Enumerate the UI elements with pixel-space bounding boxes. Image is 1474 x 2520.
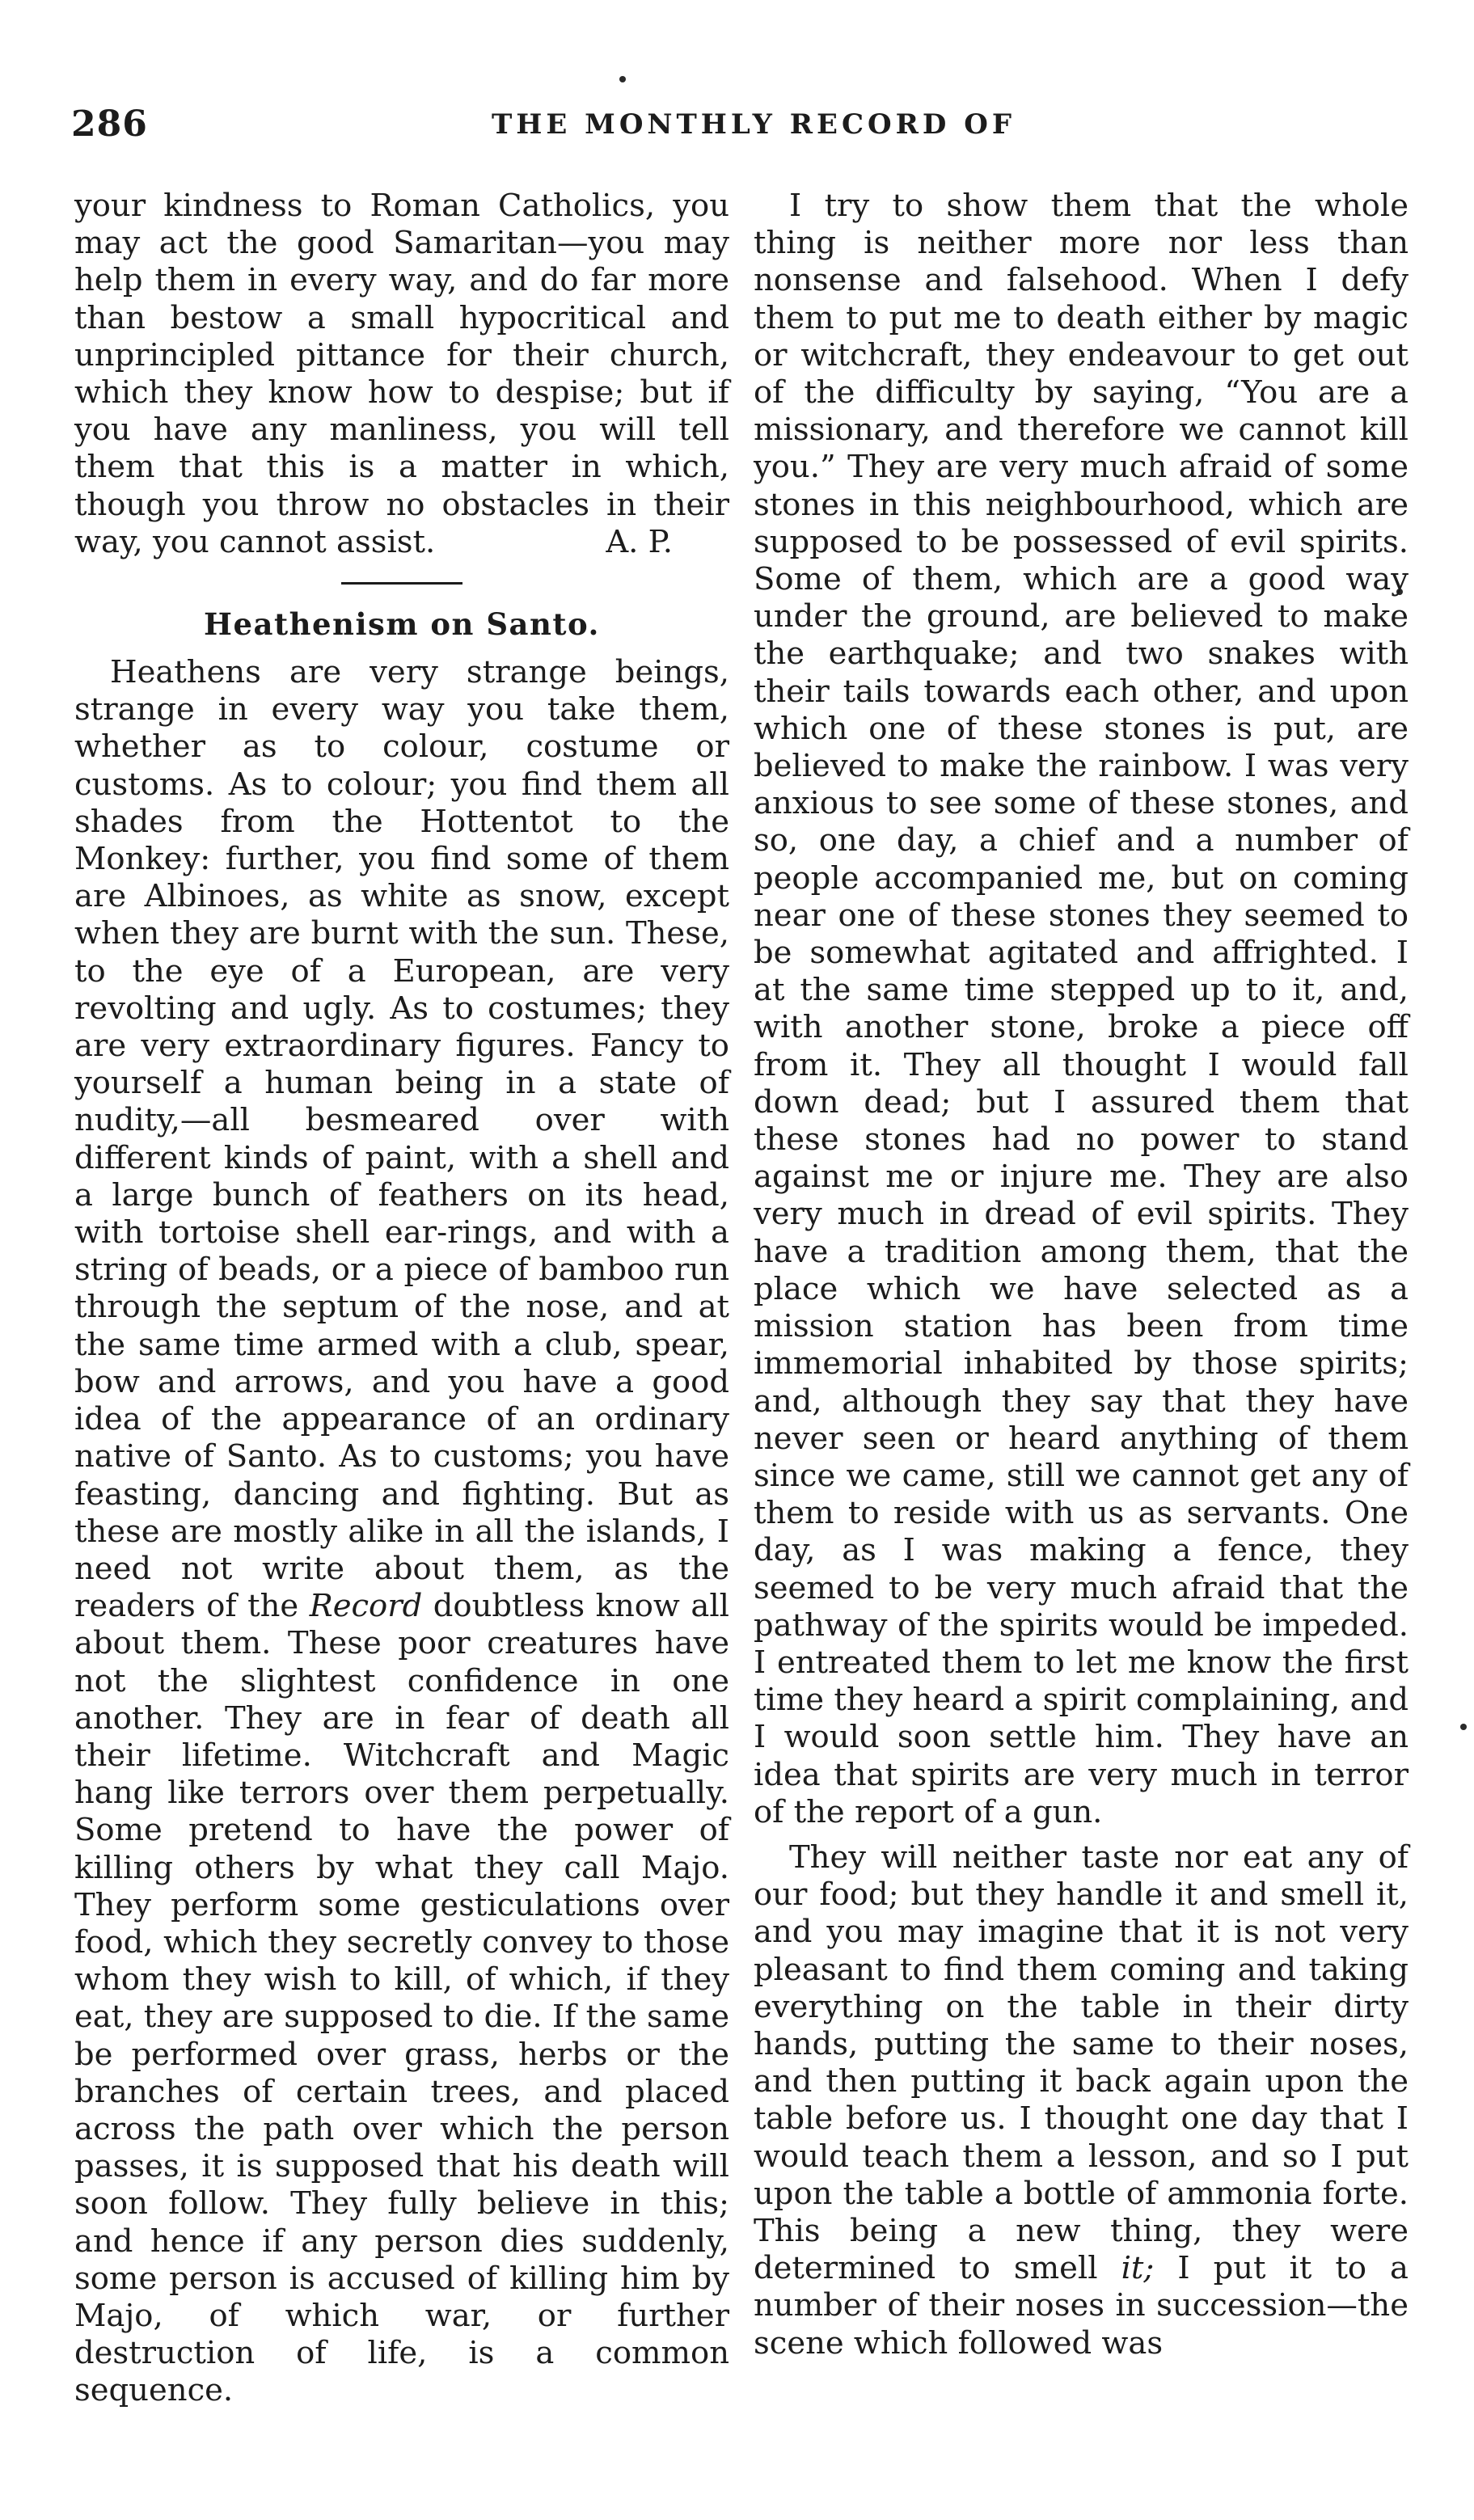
continuation-text: your kindness to Roman Catholics, you may act the good Samaritan—you may help them in every way, and do far more than bestow a small hypocritical and unprincipled pittance for their church, which they know how to despise; but if you have any manliness, you will tell them that this is a matter in which, though you throw no obstacles in their way, you cannot assist. <box>74 188 729 560</box>
heathenism-paragraph <box>74 654 729 2410</box>
section-title: Heathenism on Santo. <box>204 606 600 643</box>
it-emphasis: it; <box>1121 2250 1155 2287</box>
food-paragraph <box>754 1839 1409 2362</box>
stones-paragraph: I try to show them that the whole thing is neither more nor less than nonsense and falsehood. When I defy them to put me to death either by magic or witchcraft, they endeavour to get out of the difficulty by saying, “You are a missionary, and therefore we cannot kill you.” They are very much afraid of some stones in this neighbourhood, which are supposed to be possessed of evil spirits. Some of them, which are a good way under the ground, are believed to make the earthquake; and two snakes with their tails towards each other, and upon which one of these stones is put, are believed to make the rainbow. I was very anxious to see some of these stones, and so, one day, a chief and a number of people accompanied me, but on coming near one of these stones they seemed to be somewhat agitated and affrighted. I at the same time stepped up to it, and, with another stone, broke a piece off from it. They all thought I would fall down dead; but I assured them that these stones had no power to stand against me or injure me. They are also very much in dread of evil spirits. They have a tradition among them, that the place which we have selected as a mission station has been from time immemorial inhabited by those spirits; and, although they say that they have never seen or heard anything of them since we came, still we cannot get any of them to reside with us as servants. One day, as I was making a fence, they seemed to be very much afraid that the pathway of the spirits would be impeded. I entreated them to let me know the first time they heard a spirit complaining, and I would soon settle him. They have an idea that spirits are very much in terror of the report of a gun. <box>754 188 1409 1830</box>
food-text-end: I put it to a number of their noses in succession—the scene which followed was <box>754 2250 1409 2362</box>
print-speck <box>1460 1724 1467 1730</box>
heathenism-text: Heathens are very strange beings, strange in every way you take them, whether as to colour, costume or customs. As to colour; you find them all shades from the Hottentot to the Monkey: further, you find some of them are Albinoes, as white as snow, except when they are burnt with the sun. These, to the eye of a European, are very revolting and ugly. As to costumes; they are very extraordinary figures. Fancy to yourself a human being in a state of nudity,—all besmeared over with different kinds of paint, with a shell and a large bunch of feathers on its head, with tortoise shell ear-rings, and with a string of beads, or a piece of bamboo run through the septum of the nose, and at the same time armed with a club, spear, bow and arrows, and you have a good idea of the appearance of an ordinary native of Santo. As to customs; you have feasting, dancing and fighting. But as these are mostly alike in all the islands, I need not write about them, as the readers of the <box>74 654 729 1625</box>
page-number: 286 <box>71 103 148 145</box>
continuation-paragraph <box>74 188 729 561</box>
page-header <box>71 103 1405 152</box>
running-head: THE MONTHLY RECORD OF <box>492 108 1016 141</box>
section-divider <box>341 582 462 585</box>
author-signature: A. P. <box>606 523 673 560</box>
left-column <box>74 188 729 2410</box>
print-speck <box>619 76 626 82</box>
food-text: They will neither taste nor eat any of our food; but they handle it and smell it, and you may imagine that it is not very pleasant to find them coming and taking everything on the table in their dirty hands, putting the same to their noses, and then putting it back again upon the table before us. I thought one day that I would teach them a lesson, and so I put upon the table a bottle of ammonia forte. This being a new thing, they were determined to smell <box>754 1838 1409 2287</box>
heathenism-text-rest: doubtless know all about them. These poor creatures have not the slightest confidence in one another. They are in fear of death all their lifetime. Witchcraft and Magic hang like terrors over them perpetually. Some pretend to have the power of killing others by what they call Majo. They perform some gesticulations over food, which they secretly convey to those whom they wish to kill, of which, if they eat, they are supposed to die. If the same be performed over grass, herbs or the branches of certain trees, and placed across the path over which the person passes, it is supposed that his death will soon follow. They fully believe in this; and hence if any person dies suddenly, some person is accused of killing him by Majo, of which war, or further destruction of life, is a common sequence. <box>74 1588 729 2409</box>
record-title: Record <box>309 1588 423 1625</box>
right-column <box>754 188 1409 2362</box>
